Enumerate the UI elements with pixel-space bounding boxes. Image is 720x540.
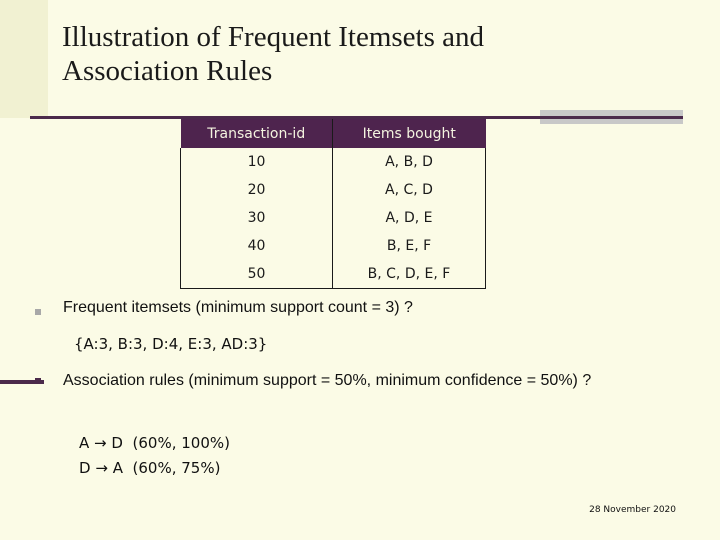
table-row [181,176,486,204]
bullet-icon [35,378,41,384]
table-row [181,232,486,260]
cell-items: B, C, D, E, F [333,260,486,289]
rule-antecedent: D [79,459,91,477]
bullet-icon [35,309,41,315]
cell-transaction-id: 20 [181,176,333,204]
transactions-table [180,119,486,289]
cell-items: A, B, D [333,148,486,176]
rule-item [79,459,220,477]
header-transaction-id: Transaction-id [181,119,333,148]
footer-date: 28 November 2020 [589,505,676,515]
title-divider-right [540,116,683,119]
frequent-itemsets-question: Frequent itemsets (minimum support count = 3) ? [63,299,413,316]
cell-transaction-id: 30 [181,204,333,232]
rule-consequent: D [111,434,123,452]
table-row [181,260,486,289]
frequent-itemsets-answer: {A:3, B:3, D:4, E:3, AD:3} [74,335,268,353]
header-items-bought: Items bought [333,119,486,148]
rule-metrics: (60%, 75%) [132,459,221,477]
slide-title [62,20,484,88]
right-arrow-icon: → [94,434,107,452]
slide-title-line2: Association Rules [62,55,273,87]
rule-metrics: (60%, 100%) [132,434,230,452]
cell-items: A, C, D [333,176,486,204]
right-arrow-icon: → [95,459,108,477]
table-row [181,204,486,232]
slide-title-line1: Illustration of Frequent Itemsets and [62,21,485,53]
rule-consequent: A [112,459,123,477]
left-decor-strip [0,0,48,118]
cell-transaction-id: 40 [181,232,333,260]
cell-items: B, E, F [333,232,486,260]
rule-item [79,434,230,452]
table-header-row [181,119,486,148]
cell-transaction-id: 50 [181,260,333,289]
cell-transaction-id: 10 [181,148,333,176]
rule-antecedent: A [79,434,90,452]
table-row [181,148,486,176]
association-rules-question: Association rules (minimum support = 50%, minimum confidence = 50%) ? [63,372,592,389]
cell-items: A, D, E [333,204,486,232]
